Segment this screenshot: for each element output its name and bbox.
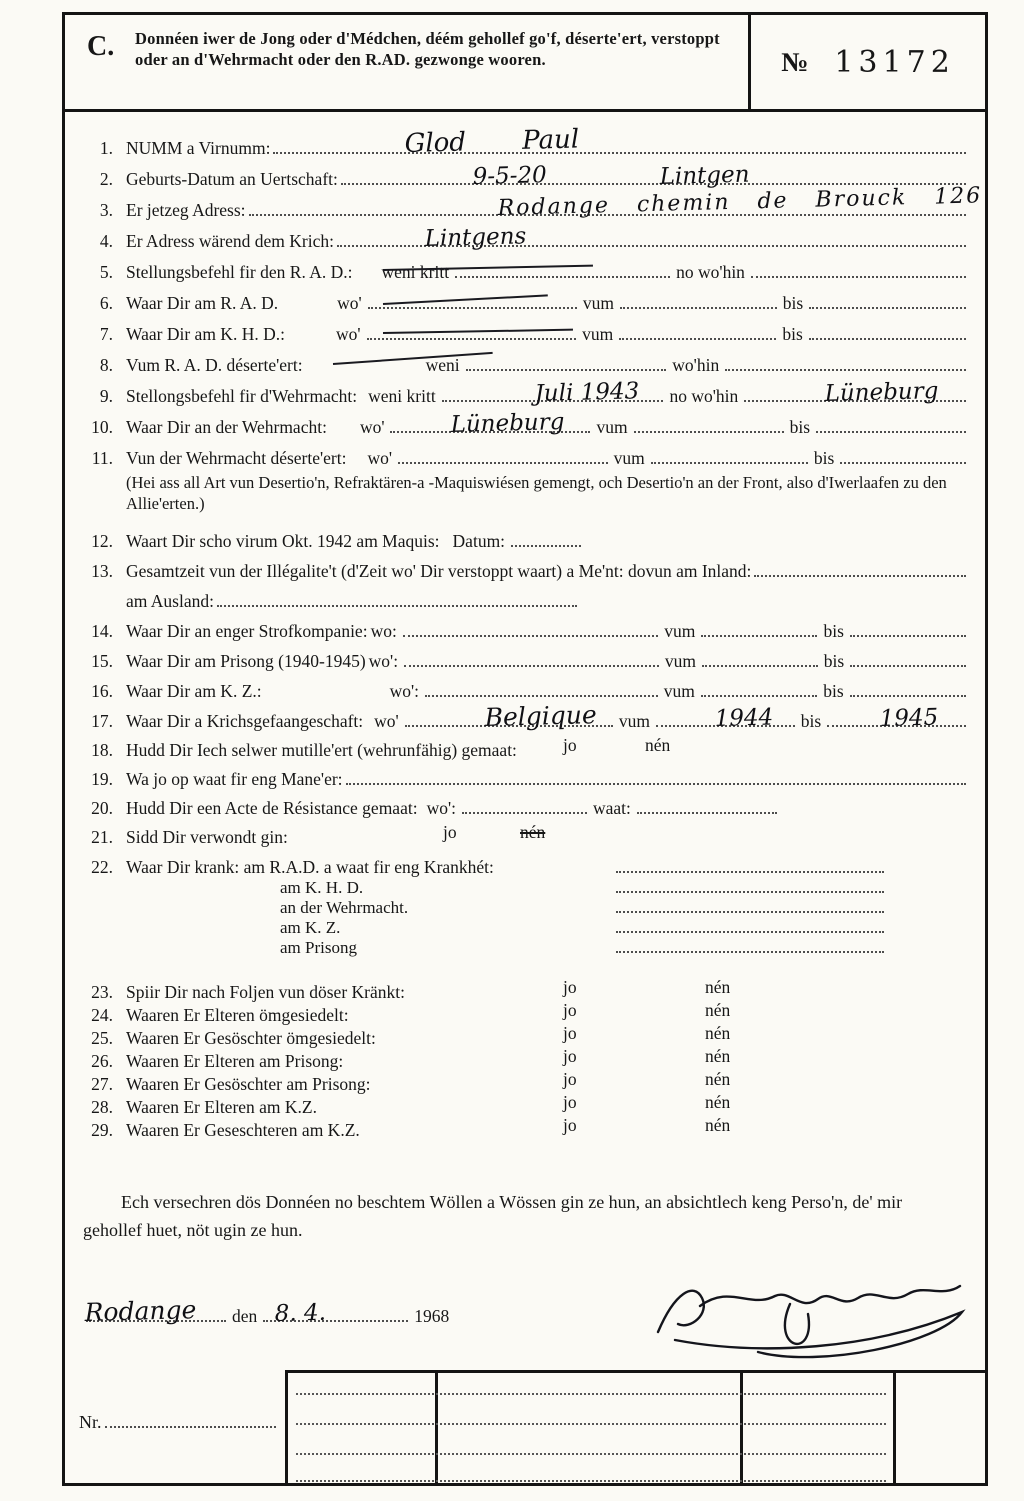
nen-option: nén	[645, 734, 671, 755]
dotted-line	[616, 891, 884, 893]
dotted-line	[809, 307, 966, 309]
handwritten-date: Juli 1943	[534, 378, 640, 407]
bis-label: bis	[823, 620, 844, 641]
form-body	[65, 112, 985, 1327]
bis-label: bis	[823, 650, 845, 671]
dotted-line	[816, 431, 966, 433]
nr-label: Nr.	[79, 1412, 102, 1432]
line-number: 15.	[91, 650, 113, 671]
line-number: 26.	[91, 1050, 113, 1071]
dotted-line	[701, 695, 817, 697]
form-line-22	[83, 848, 969, 878]
line-label: Hudd Dir Iech selwer mutille'ert (wehrunfähig) gemaat:	[126, 739, 517, 760]
line-label: Waar Dir a Krichsgefaangeschaft:	[126, 710, 364, 731]
wo-label: wo'	[367, 448, 393, 468]
form-line-26	[83, 1045, 969, 1072]
weni-kritt-label: weni kritt	[381, 262, 450, 282]
line-number: 11.	[91, 448, 113, 468]
form-line-6	[83, 283, 969, 314]
line-label: Geburts-Datum an Uertschaft:	[126, 169, 338, 189]
form-line-11	[83, 438, 969, 469]
vum-label: vum	[596, 417, 628, 437]
form-line-23	[83, 976, 969, 1003]
line-label: Hudd Dir een Acte de Résistance gemaat:	[126, 797, 418, 818]
wo-label: wo'	[359, 417, 385, 437]
line-label: Waar Dir an der Wehrmacht:	[126, 417, 327, 437]
signature	[640, 1253, 980, 1365]
line-number: 4.	[99, 231, 113, 251]
vum-label: vum	[664, 650, 696, 671]
dotted-line	[273, 152, 966, 154]
wo-label: wo':	[368, 650, 399, 671]
line-label: Waar Dir krank: am R.A.D. a waat fir eng Krankhét:	[126, 856, 494, 877]
wohin-label: wo'hin	[672, 355, 720, 375]
form-line-13b	[83, 582, 969, 612]
waat-label: waat:	[592, 797, 631, 818]
line-number: 3.	[99, 200, 113, 220]
form-header	[65, 15, 985, 112]
dotted-line	[616, 871, 884, 873]
dotted-line	[840, 462, 966, 464]
no-wohin-label: no wo'hin	[669, 386, 739, 406]
weni-label: weni	[425, 355, 460, 375]
dotted-line	[809, 338, 966, 340]
jo-option: jo	[563, 999, 577, 1020]
form-line-22d	[83, 938, 969, 958]
dotted-line	[754, 575, 966, 577]
line-label: Waar Dir am Prisong (1940-1945)	[126, 650, 366, 671]
dotted-line	[850, 665, 966, 667]
pen-stroke	[383, 329, 573, 334]
desertion-note: (Hei ass all Art vun Desertio'n, Refraktären-a -Maquiswiésen gemengt, och Desertio'n an der Front, also d'Iwerlaafen zu den Allie'erten.)	[126, 473, 947, 514]
wo-label: wo'	[374, 710, 399, 731]
line-number: 18.	[91, 739, 113, 760]
nen-option: nén	[705, 1068, 731, 1089]
vum-label: vum	[582, 293, 614, 313]
sub-label: an der Wehrmacht.	[280, 897, 409, 917]
dotted-line	[850, 695, 966, 697]
form-line-29	[83, 1114, 969, 1141]
form-line-1	[83, 124, 969, 159]
line-label: Waar Dir an enger Strofkompanie:	[126, 620, 368, 641]
den-label: den	[232, 1305, 258, 1326]
dotted-line	[404, 665, 659, 667]
form-line-5	[83, 252, 969, 283]
line-label: Waar Dir am K. Z.:	[126, 680, 262, 701]
datum-label: Datum:	[452, 530, 506, 551]
wo-label: wo'	[337, 293, 362, 313]
dotted-line	[619, 338, 776, 340]
jo-option: jo	[563, 1091, 577, 1112]
form-line-16	[83, 672, 969, 702]
line-number: 8.	[99, 355, 113, 375]
vum-label: vum	[613, 448, 645, 468]
line-number: 21.	[91, 826, 113, 847]
handwritten-country: Belgique	[484, 699, 598, 732]
form-line-21	[83, 819, 969, 848]
form-line-24	[83, 999, 969, 1026]
handwritten-address: Rodange chemin de Brouck 126	[497, 183, 983, 221]
line-label: Waaren Er Elteren ömgesiedelt:	[126, 1004, 349, 1025]
dotted-line	[105, 1426, 277, 1428]
line-number: 5.	[99, 262, 113, 282]
nen-option-crossed: nén	[520, 821, 546, 842]
line-label: Gesamtzeit vun der Illégalite't (d'Zeit wo' Dir verstoppt waart) a Me'nt: dovun am Inland:	[126, 560, 752, 581]
line-number: 28.	[91, 1096, 113, 1117]
nen-option: nén	[705, 999, 731, 1020]
line-number: 27.	[91, 1073, 113, 1094]
form-border-frame	[62, 12, 988, 1486]
handwritten-year-to: 1945	[879, 704, 939, 732]
dotted-line	[367, 338, 577, 340]
table-dotted-row	[296, 1453, 886, 1455]
form-line-19	[83, 761, 969, 790]
table-dotted-row	[296, 1480, 886, 1482]
form-line-18	[83, 732, 969, 761]
dotted-line	[725, 369, 966, 371]
bis-label: bis	[823, 680, 844, 701]
jo-option: jo	[563, 1068, 577, 1089]
vum-label: vum	[582, 324, 614, 344]
line-number: 9.	[99, 386, 113, 406]
form-line-22c	[83, 918, 969, 938]
handwritten-place: Rodange	[84, 1294, 197, 1327]
dotted-line	[637, 812, 777, 814]
line-number: 24.	[91, 1004, 113, 1025]
wo-label: wo':	[389, 680, 420, 701]
line-label: NUMM a Virnumm:	[126, 138, 271, 158]
wo-label: wo'	[335, 324, 361, 344]
handwritten-war-address: Lintgens	[424, 223, 527, 252]
sub-label: am K. H. D.	[280, 877, 364, 897]
form-line-8	[83, 345, 969, 376]
bis-label: bis	[813, 448, 835, 468]
line-number: 22.	[91, 856, 113, 877]
dotted-line	[403, 635, 658, 637]
line-label: Er Adress wärend dem Krich:	[126, 231, 334, 251]
form-line-9	[83, 376, 969, 407]
table-dotted-row	[296, 1393, 886, 1395]
jo-option: jo	[563, 1022, 577, 1043]
wo-label: wo:	[370, 620, 397, 641]
vum-label: vum	[663, 680, 695, 701]
signature-stroke	[658, 1291, 704, 1332]
jo-option: jo	[563, 1045, 577, 1066]
line-label: Spiir Dir nach Foljen vun döser Kränkt:	[126, 981, 405, 1002]
handwritten-place: Lüneburg	[450, 409, 565, 438]
signature-stroke	[700, 1286, 960, 1306]
signature-stroke	[675, 1312, 962, 1357]
dotted-line	[398, 462, 608, 464]
sub-label: am K. Z.	[280, 917, 341, 937]
nr-field	[79, 1407, 279, 1433]
dotted-line	[341, 183, 966, 185]
dotted-line	[425, 695, 658, 697]
line-number: 1.	[99, 138, 113, 158]
line-number: 13.	[91, 560, 113, 581]
line-label: Waaren Er Elteren am Prisong:	[126, 1050, 344, 1071]
handwritten-name: Glod Paul	[404, 124, 580, 159]
form-line-17	[83, 699, 969, 732]
line-number: 29.	[91, 1119, 113, 1140]
dotted-line	[346, 783, 966, 785]
vum-label: vum	[618, 710, 650, 731]
line-number: 10.	[91, 417, 113, 437]
no-wohin-label: no wo'hin	[676, 262, 745, 282]
line-label: Sidd Dir verwondt gin:	[126, 826, 288, 847]
handwritten-birthdate: 9-5-20	[472, 162, 548, 190]
jo-option: jo	[443, 821, 457, 842]
pen-stroke	[333, 352, 493, 365]
year-label: 1968	[414, 1305, 450, 1326]
form-line-2	[83, 159, 969, 190]
table-divider	[435, 1373, 438, 1483]
line-label: Stellungsbefehl fir den R. A. D.:	[126, 262, 353, 282]
dotted-line	[616, 951, 884, 953]
dotted-line	[466, 369, 667, 371]
dotted-line	[462, 812, 587, 814]
line-label: Stellongsbefehl fir d'Wehrmacht:	[126, 386, 358, 406]
line-label: Waaren Er Gesöschter am Prisong:	[126, 1073, 371, 1094]
nen-option: nén	[705, 1045, 731, 1066]
form-line-25	[83, 1022, 969, 1049]
line-number: 19.	[91, 768, 113, 789]
form-line-13	[83, 552, 969, 582]
handwritten-birthplace: Lintgen	[659, 161, 750, 190]
line-label: Waaren Er Gesöschter ömgesiedelt:	[126, 1027, 376, 1048]
line-label: Waar Dir am K. H. D.:	[126, 324, 285, 344]
dotted-line	[620, 307, 777, 309]
line-label: Waart Dir scho virum Okt. 1942 am Maquis:	[126, 530, 440, 551]
line-number: 25.	[91, 1027, 113, 1048]
form-line-12	[83, 522, 969, 552]
dotted-line	[616, 931, 884, 933]
line-number: 6.	[99, 293, 113, 313]
nen-option: nén	[705, 1022, 731, 1043]
form-line-22b	[83, 898, 969, 918]
table-dotted-row	[296, 1423, 886, 1425]
line-number: 14.	[91, 620, 113, 641]
numero-sign: №	[781, 46, 809, 77]
jo-option: jo	[563, 976, 577, 997]
nen-option: nén	[705, 976, 731, 997]
form-line-22a	[83, 878, 969, 898]
declaration-text: Ech versechren dös Donnéen no beschtem Wöllen a Wössen gin ze hun, an absichtlech keng Perso'n, de' mir gehollef huet, nöt ugin ze hun.	[83, 1191, 903, 1240]
dotted-line	[634, 431, 784, 433]
dotted-line	[511, 545, 581, 547]
wo-label: wo':	[426, 797, 456, 818]
dotted-line	[368, 307, 577, 309]
bis-label: bis	[789, 417, 811, 437]
jo-option: jo	[563, 1114, 577, 1135]
form-line-28	[83, 1091, 969, 1118]
line-number: 2.	[99, 169, 113, 189]
dotted-line	[850, 635, 966, 637]
line-label: Er jetzeg Adress:	[126, 200, 246, 220]
line-label: am Ausland:	[126, 590, 214, 611]
section-letter: C.	[87, 31, 115, 62]
line-number: 7.	[99, 324, 113, 344]
bis-label: bis	[782, 324, 803, 344]
nen-option: nén	[705, 1091, 731, 1112]
dotted-line	[651, 462, 808, 464]
jo-nen-question-block	[83, 976, 969, 1141]
dotted-line	[702, 665, 818, 667]
dotted-line	[701, 635, 817, 637]
line-label: Waar Dir am R. A. D.	[126, 293, 279, 313]
dotted-line	[455, 276, 670, 278]
signature-stroke	[785, 1304, 809, 1344]
form-number-value: 13172	[834, 44, 955, 80]
line-number: 12.	[91, 530, 113, 551]
line-number: 16.	[91, 680, 113, 701]
handwritten-date: 8. 4.	[274, 1299, 327, 1327]
bottom-table	[285, 1370, 985, 1483]
form-line-4	[83, 221, 969, 252]
line-number: 17.	[91, 710, 113, 731]
handwritten-place: Lüneburg	[824, 378, 939, 407]
line-label: Waaren Er Elteren am K.Z.	[126, 1096, 317, 1117]
dotted-line	[751, 276, 966, 278]
form-line-3	[83, 183, 983, 221]
line-label: Vum R. A. D. déserte'ert:	[126, 355, 303, 375]
form-line-10	[83, 407, 969, 438]
line-number: 20.	[91, 797, 113, 818]
jo-option: jo	[563, 734, 577, 755]
line-label: Vun der Wehrmacht déserte'ert:	[126, 448, 347, 468]
bis-label: bis	[800, 710, 822, 731]
dotted-line	[217, 605, 577, 607]
pen-stroke	[383, 294, 548, 305]
form-number-cell	[751, 15, 985, 109]
dotted-line	[616, 911, 884, 913]
line-number: 23.	[91, 981, 113, 1002]
form-line-15	[83, 642, 969, 672]
weni-kritt-label: weni kritt	[368, 386, 436, 406]
vum-label: vum	[664, 620, 696, 641]
form-line-14	[83, 612, 969, 642]
line-label: Wa jo op waat fir eng Mane'er:	[126, 768, 343, 789]
table-divider	[740, 1373, 743, 1483]
form-line-20	[83, 790, 969, 819]
sub-label: am Prisong	[280, 937, 357, 957]
table-divider	[893, 1373, 896, 1483]
bis-label: bis	[782, 293, 804, 313]
form-description: Donnéen iwer de Jong oder d'Médchen, déém gehollef go'f, déserte'ert, verstoppt oder an d'Wehrmacht oder den R.AD. gezwonge wooren.	[135, 29, 720, 70]
handwritten-year-from: 1944	[714, 704, 774, 732]
form-line-27	[83, 1068, 969, 1095]
line-label: Waaren Er Geseschteren am K.Z.	[126, 1119, 360, 1140]
form-line-7	[83, 314, 969, 345]
nen-option: nén	[705, 1114, 731, 1135]
